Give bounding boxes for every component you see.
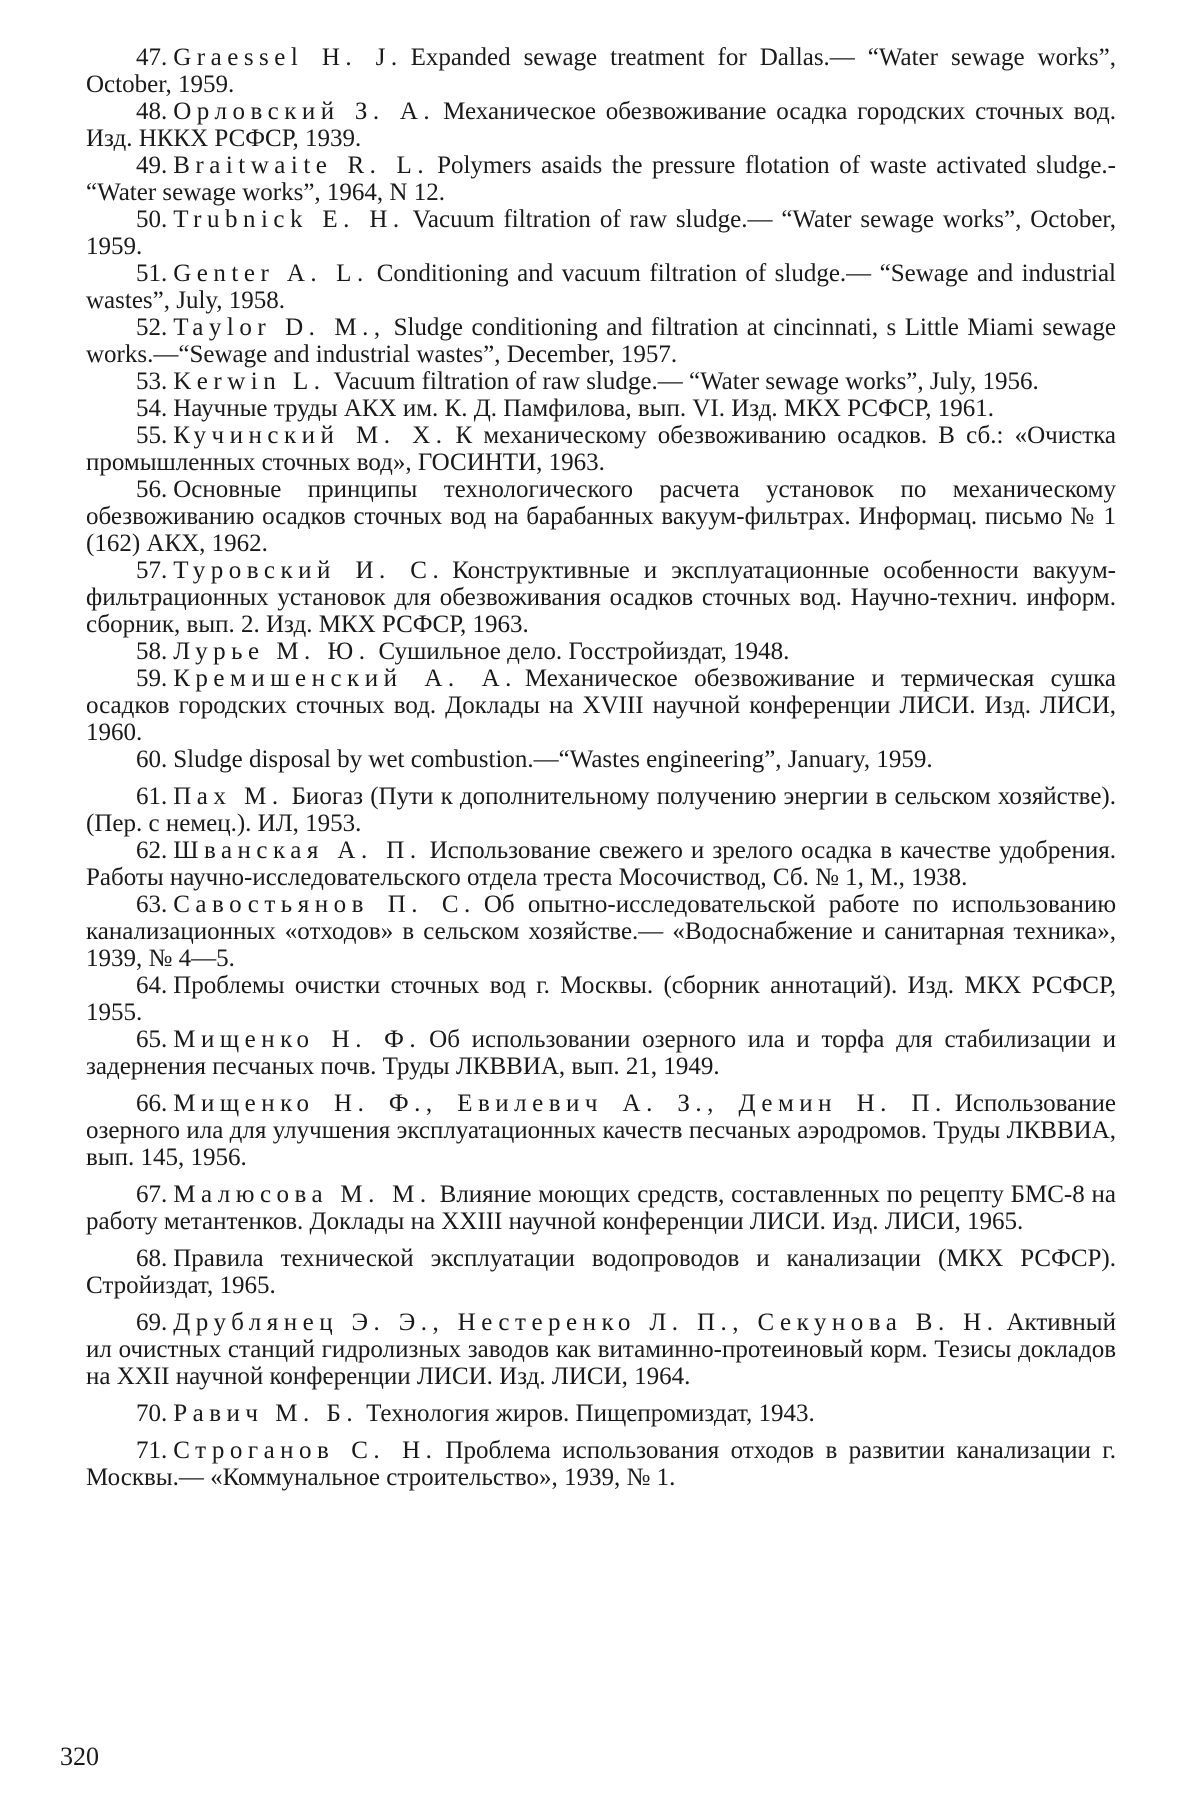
- reference-text: Об опытно-исследовательской работе по использованию канализационных «отходов» в сельском хозяйстве.— «Водоснабжение и санитарная техника», 1939, № 4—5.: [86, 891, 1116, 972]
- reference-text: Основные принципы технологического расчета установок по механическому обезвоживанию осадков сточных вод на барабанных вакуум-фильтрах. Информац. письмо № 1 (162) АКХ, 1962.: [86, 476, 1116, 557]
- reference-text: Vacuum filtration of raw sludge.— “Water sewage works”, October, 1959.: [86, 206, 1116, 260]
- reference-number: 70.: [136, 1400, 168, 1427]
- reference-item: [86, 1181, 1116, 1235]
- reference-number: 56.: [136, 476, 168, 503]
- reference-text: Активный ил очистных станций гидролизных заводов как витаминно-протеиновый корм. Тезисы докладов на XXII научной конференции ЛИСИ. Изд. ЛИСИ, 1964.: [86, 1309, 1116, 1390]
- reference-text: Правила технической эксплуатации водопроводов и канализации (МКХ РСФСР). Стройиздат, 1965.: [86, 1245, 1116, 1299]
- reference-author: Кучинский М. Х.: [173, 422, 448, 449]
- page-number: 320: [60, 1742, 99, 1771]
- reference-item: [86, 665, 1116, 746]
- reference-item: [86, 746, 1116, 773]
- reference-author: Друблянец Э. Э., Нестеренко Л. П., Секунова В. Н.: [173, 1309, 999, 1336]
- reference-text: Vacuum filtration of raw sludge.— “Water sewage works”, July, 1956.: [333, 368, 1039, 395]
- reference-text: Использование озерного ила для улучшения эксплуатационных качеств песчаных аэродромов. Труды ЛКВВИА, вып. 145, 1956.: [86, 1090, 1116, 1171]
- reference-number: 63.: [136, 891, 168, 918]
- reference-text: Влияние моющих средств, составленных по рецепту БМС-8 на работу метантенков. Доклады на XXIII научной конференции ЛИСИ. Изд. ЛИСИ, 1965.: [86, 1181, 1116, 1235]
- reference-item: [86, 152, 1116, 206]
- reference-author: Kerwin L.: [173, 368, 326, 395]
- reference-text: Механическое обезвоживание осадка городских сточных вод. Изд. НККХ РСФСР, 1939.: [86, 98, 1116, 152]
- reference-number: 60.: [136, 746, 168, 773]
- reference-author: Равич М. Б.: [173, 1400, 359, 1427]
- reference-text: Конструктивные и эксплуатационные особенности вакуум-фильтрационных установок для обезвоживания осадков сточных вод. Научно-технич. информ. сборник, вып. 2. Изд. МКХ РСФСР, 1963.: [86, 557, 1117, 638]
- reference-item: [86, 557, 1116, 638]
- reference-item: [86, 260, 1116, 314]
- reference-number: 59.: [136, 665, 168, 692]
- reference-author: Graessel H. J.: [173, 44, 403, 71]
- reference-number: 48.: [136, 98, 168, 125]
- reference-author: Пах М.: [173, 783, 284, 810]
- reference-item: [86, 1245, 1116, 1299]
- reference-number: 61.: [136, 783, 168, 810]
- reference-number: 64.: [136, 972, 168, 999]
- reference-item: [86, 638, 1116, 665]
- reference-author: Орловский З. А.: [173, 98, 436, 125]
- reference-item: [86, 368, 1116, 395]
- reference-author: Trubnick E. H.: [173, 206, 405, 233]
- reference-item: [86, 206, 1116, 260]
- reference-item: [86, 837, 1116, 891]
- reference-item: [86, 476, 1116, 557]
- reference-item: [86, 1437, 1116, 1491]
- reference-item: [86, 891, 1116, 972]
- reference-author: Мищенко Н. Ф., Евилевич А. З., Демин Н. П.: [173, 1090, 947, 1117]
- reference-text: Sludge conditioning and filtration at cincinnati, s Little Miami sewage works.—“Sewage and industrial wastes”, December, 1957.: [86, 314, 1116, 368]
- reference-item: [86, 1309, 1116, 1390]
- reference-author: Кремишенский А. А.: [173, 665, 517, 692]
- reference-text: Проблемы очистки сточных вод г. Москвы. (сборник аннотаций). Изд. МКХ РСФСР, 1955.: [86, 972, 1116, 1026]
- reference-author: Braitwaite R. L.: [173, 152, 430, 179]
- reference-author: Строганов С. Н.: [173, 1437, 438, 1464]
- reference-number: 68.: [136, 1245, 168, 1272]
- reference-author: Шванская А. П.: [173, 837, 422, 864]
- reference-number: 66.: [136, 1090, 168, 1117]
- reference-text: Биогаз (Пути к дополнительному получению энергии в сельском хозяйстве). (Пер. с немец.). ИЛ, 1953.: [86, 783, 1116, 837]
- reference-text: Научные труды АКХ им. К. Д. Памфилова, вып. VI. Изд. МКХ РСФСР, 1961.: [173, 395, 994, 422]
- reference-number: 47.: [136, 44, 168, 71]
- reference-author: Taylor D. M.,: [173, 314, 386, 341]
- reference-number: 69.: [136, 1309, 168, 1336]
- reference-list: [86, 44, 1116, 1491]
- reference-author: Мищенко Н. Ф.: [173, 1026, 422, 1053]
- reference-text: Polymers asaids the pressure flotation of waste activated sludge.- “Water sewage works”, 1964, N 12.: [86, 152, 1116, 206]
- reference-text: Об использовании озерного ила и торфа для стабилизации и задернения песчаных почв. Труды ЛКВВИА, вып. 21, 1949.: [86, 1026, 1116, 1080]
- reference-number: 50.: [136, 206, 168, 233]
- reference-text: Проблема использования отходов в развитии канализации г. Москвы.— «Коммунальное строительство», 1939, № 1.: [86, 1437, 1116, 1491]
- reference-author: Савостьянов П. С.: [173, 891, 476, 918]
- reference-author: Лурье М. Ю.: [173, 638, 371, 665]
- reference-number: 52.: [136, 314, 168, 341]
- reference-text: Сушильное дело. Госстройиздат, 1948.: [378, 638, 790, 665]
- reference-item: [86, 1400, 1116, 1427]
- reference-item: [86, 1026, 1116, 1080]
- reference-item: [86, 972, 1116, 1026]
- reference-number: 71.: [136, 1437, 168, 1464]
- reference-number: 62.: [136, 837, 168, 864]
- reference-item: [86, 98, 1116, 152]
- reference-text: Conditioning and vacuum filtration of sludge.— “Sewage and industrial wastes”, July, 1958.: [86, 260, 1117, 314]
- reference-text: Использование свежего и зрелого осадка в качестве удобрения. Работы научно-исследовательского отдела треста Мосочиствод, Сб. № 1, М., 1938.: [86, 837, 1116, 891]
- reference-author: Genter A. L.: [173, 260, 369, 287]
- reference-number: 53.: [136, 368, 168, 395]
- reference-author: Малюсова М. М.: [173, 1181, 432, 1208]
- reference-number: 49.: [136, 152, 168, 179]
- reference-item: [86, 314, 1116, 368]
- reference-item: [86, 422, 1116, 476]
- reference-number: 57.: [136, 557, 168, 584]
- reference-number: 65.: [136, 1026, 168, 1053]
- reference-number: 67.: [136, 1181, 168, 1208]
- reference-author: Туровский И. С.: [173, 557, 445, 584]
- reference-item: [86, 44, 1116, 98]
- reference-item: [86, 783, 1116, 837]
- reference-item: [86, 1090, 1116, 1171]
- reference-number: 51.: [136, 260, 168, 287]
- reference-text: К механическому обезвоживанию осадков. В сб.: «Очистка промышленных сточных вод», ГОСИНТИ, 1963.: [86, 422, 1116, 476]
- reference-text: Sludge disposal by wet combustion.—“Wastes engineering”, January, 1959.: [173, 746, 933, 773]
- reference-text: Expanded sewage treatment for Dallas.— “Water sewage works”, October, 1959.: [86, 44, 1116, 98]
- reference-text: Технология жиров. Пищепромиздат, 1943.: [366, 1400, 815, 1427]
- reference-item: [86, 395, 1116, 422]
- reference-text: Механическое обезвоживание и термическая сушка осадков городских сточных вод. Доклады на XVIII научной конференции ЛИСИ. Изд. ЛИСИ, 1960.: [86, 665, 1117, 746]
- reference-number: 58.: [136, 638, 168, 665]
- reference-number: 54.: [136, 395, 168, 422]
- reference-number: 55.: [136, 422, 168, 449]
